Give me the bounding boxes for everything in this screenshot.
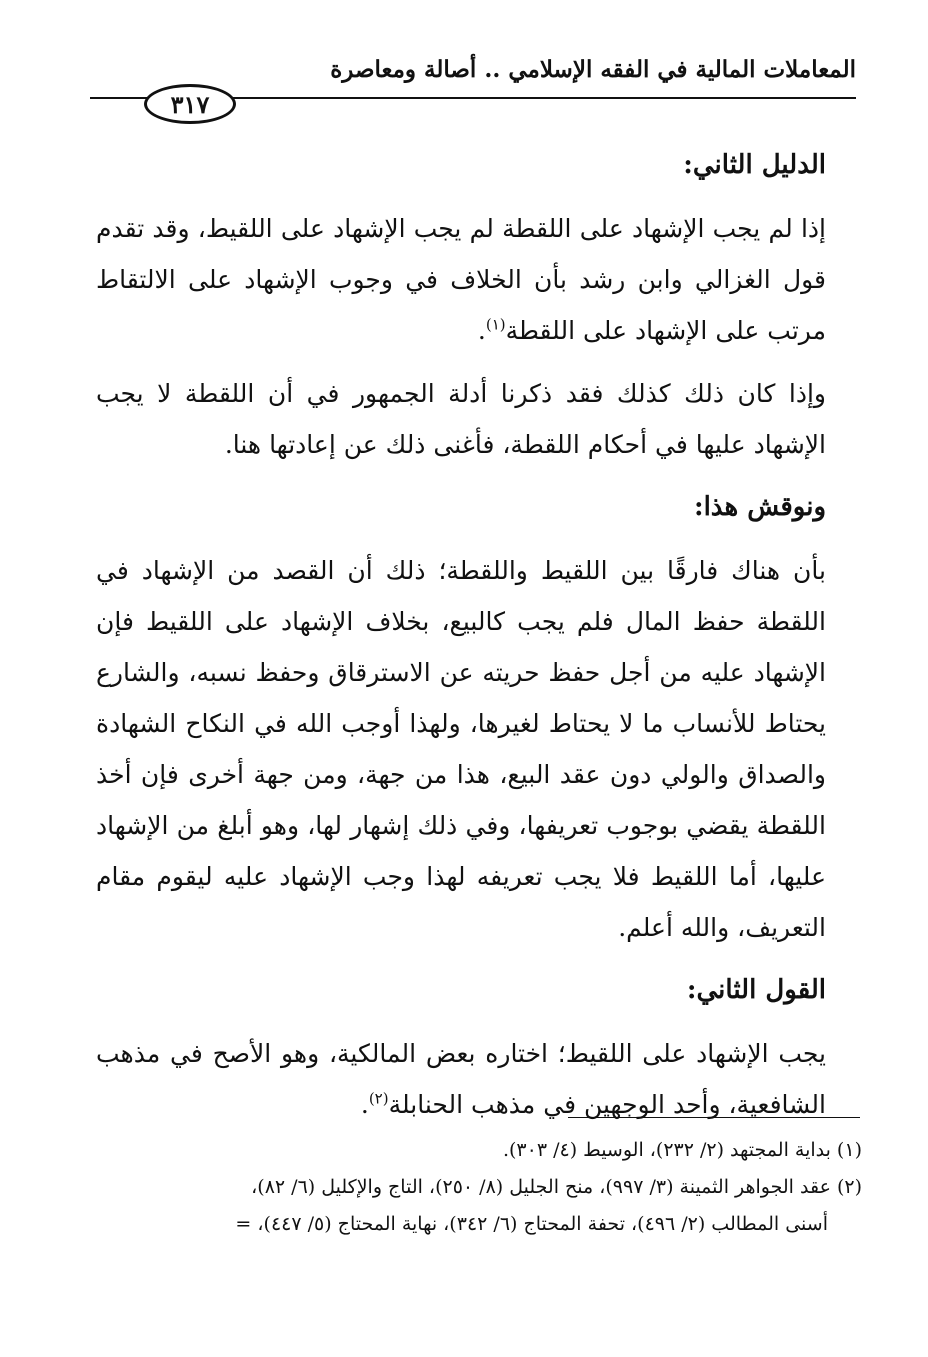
paragraph-3: بأن هناك فارقًا بين اللقيط واللقطة؛ ذلك أن القصد من الإشهاد في اللقطة حفظ المال فلم يجب كالبيع، بخلاف الإشهاد على اللقيط فإن الإشهاد عليه من أجل حفظ حريته عن الاسترقاق وحفظ نسبه، والشارع يحتاط للأنساب ما لا يحتاط لغيرها، ولهذا أوجب الله في النكاح الشهادة والصداق والولي دون عقد البيع، هذا من جهة، ومن جهة أخرى فإن أخذ اللقطة يقضي بوجوب تعريفها، وفي ذلك إشهار لها، وهو أبلغ من الإشهاد عليها، أما اللقيط فلا يجب تعريفه لهذا وجب الإشهاد عليه ليقوم مقام التعريف، والله أعلم.	[96, 556, 826, 942]
footnote-2-line-2: أسنى المطالب (٢/ ٤٩٦)، تحفة المحتاج (٦/ ٣٤٢)، نهاية المحتاج (٥/ ٤٤٧)، =	[235, 1213, 828, 1235]
paragraph-1-end: .	[477, 316, 486, 345]
footnote-rule	[568, 1117, 860, 1118]
footnote-2-line-1: (٢) عقد الجواهر الثمينة (٣/ ٩٩٧)، منح الجليل (٨/ ٢٥٠)، التاج والإكليل (٦/ ٨٢)،	[251, 1176, 862, 1198]
heading-discussion: ونوقش هذا:	[693, 492, 826, 522]
page-number-badge	[144, 84, 236, 124]
paragraph-4-end: .	[360, 1090, 369, 1119]
paragraph-2: وإذا كان ذلك كذلك فقد ذكرنا أدلة الجمهور في أن اللقطة لا يجب الإشهاد عليها في أحكام اللقطة، فأغنى ذلك عن إعادتها هنا.	[96, 379, 826, 459]
paragraph-4	[96, 1028, 856, 1130]
running-title: المعاملات المالية في الفقه الإسلامي .. أصالة ومعاصرة	[330, 56, 856, 83]
paragraph-4-text: يجب الإشهاد على اللقيط؛ اختاره بعض المالكية، وهو الأصح في مذهب الشافعية، وأحد الوجهين في مذهب الحنابلة	[96, 1039, 826, 1119]
footnotes	[86, 1132, 862, 1243]
main-text	[96, 140, 856, 1142]
paragraph-1	[96, 203, 856, 356]
footnote-ref-2: (٢)	[368, 1089, 389, 1108]
heading-second-opinion: القول الثاني:	[686, 975, 826, 1005]
paragraph-1-text: إذا لم يجب الإشهاد على اللقطة لم يجب الإشهاد على اللقيط، وقد تقدم قول الغزالي وابن رشد بأن الخلاف في وجوب الإشهاد على الالتقاط مرتب على الإشهاد على اللقطة	[96, 214, 826, 345]
heading-second-evidence: الدليل الثاني:	[683, 150, 826, 180]
page-number: ٣١٧	[170, 89, 210, 119]
footnote-1: (١) بداية المجتهد (٢/ ٢٣٢)، الوسيط (٤/ ٣٠٣).	[502, 1139, 862, 1161]
footnote-ref-1: (١)	[485, 315, 506, 334]
